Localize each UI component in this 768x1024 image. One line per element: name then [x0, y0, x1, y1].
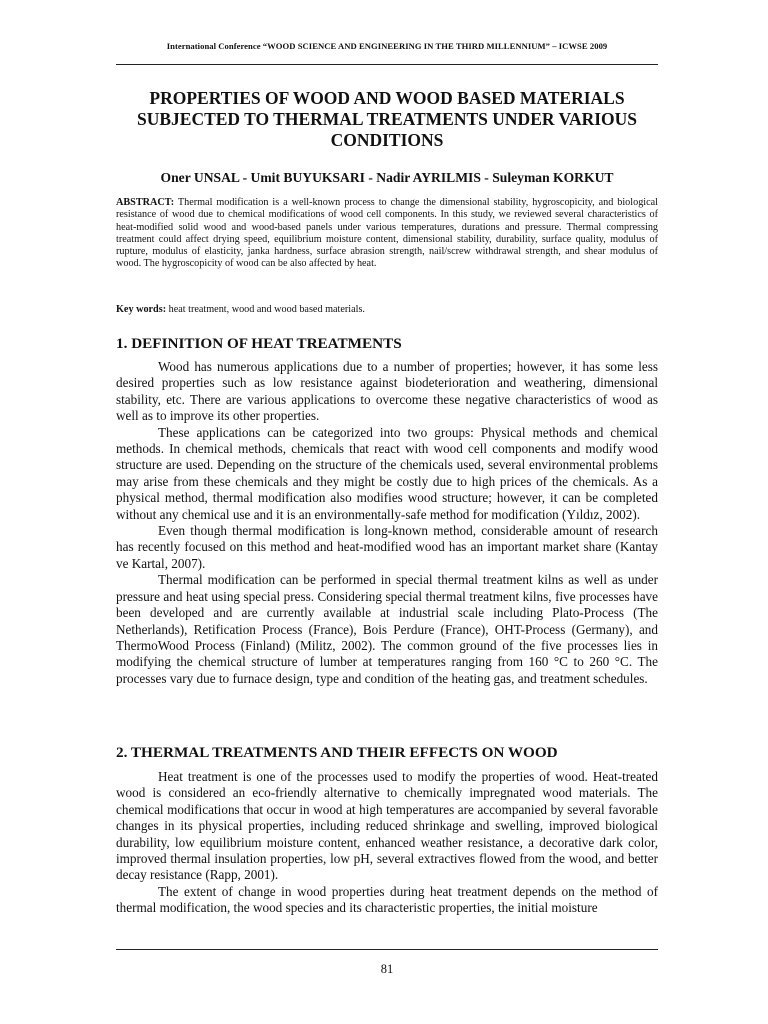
- abstract-label: ABSTRACT:: [116, 197, 175, 208]
- author-list: Oner UNSAL - Umit BUYUKSARI - Nadir AYRILMIS - Suleyman KORKUT: [160, 170, 614, 185]
- abstract: [116, 197, 658, 271]
- paper-title: PROPERTIES OF WOOD AND WOOD BASED MATERIALS SUBJECTED TO THERMAL TREATMENTS UNDER VARIOUS CONDITIONS: [136, 88, 638, 150]
- paragraph: Heat treatment is one of the processes used to modify the properties of wood. Heat-treated wood is considered an eco-friendly alternative to chemically impregnated wood materials. The chemical modifications that occur in wood at high temperatures are accompanied by several favorable changes in its physical properties, including reduced shrinkage and swelling, improved biological durability, low equilibrium moisture content, enhanced weather resistance, a decorative dark color, improved thermal insulation properties, low pH, several extractives flowed from the wood, and better decay resistance (Rapp, 2001).: [116, 769, 658, 883]
- keywords-text: heat treatment, wood and wood based materials.: [168, 304, 365, 315]
- keywords: [116, 304, 658, 315]
- paragraph: Thermal modification can be performed in special thermal treatment kilns as well as under pressure and heat using special press. Considering special thermal treatment kilns, five processes have been developed and are currently available at industrial scale including Plato-Process (The Netherlands), Retification Process (France), Bois Perdure (France), OHT-Process (Germany), and ThermoWood Process (Finland) (Militz, 2002). The common ground of the five processes lies in modifying the chemical structure of lumber at temperatures ranging from 160 °C to 260 °C. The processes vary due to furnace design, type and condition of the heating gas, and treatment schedules.: [116, 572, 658, 686]
- keywords-label: Key words:: [116, 304, 167, 315]
- running-head: International Conference “WOOD SCIENCE AND ENGINEERING IN THE THIRD MILLENNIUM” – ICWSE 2009: [166, 41, 608, 51]
- section-heading: 2. THERMAL TREATMENTS AND THEIR EFFECTS ON WOOD: [116, 744, 558, 761]
- footer-divider: [116, 949, 658, 950]
- paragraph: Wood has numerous applications due to a number of properties; however, it has some less desired properties such as low resistance against biodeterioration and weathering, dimensional stability, etc. There are various applications to overcome these negative characteristics of wood as well as to improve its other properties.: [116, 359, 658, 424]
- section-body: [116, 769, 658, 917]
- paragraph: Even though thermal modification is long-known method, considerable amount of research has recently focused on this method and heat-modified wood has an important market share (Kantay ve Kartal, 2007).: [116, 523, 658, 571]
- header-divider: [116, 64, 658, 65]
- page-number: 81: [380, 962, 394, 976]
- section-heading: 1. DEFINITION OF HEAT TREATMENTS: [116, 335, 402, 352]
- abstract-text: Thermal modification is a well-known process to change the dimensional stability, hygroscopicity, and biological resistance of wood due to chemical modifications of wood cell components. In this study, we reviewed several characteristics of heat-modified solid wood and wood-based panels under various temperatures, durations and pressure. Thermal compressing treatment could affect drying speed, equilibrium moisture content, dimensional stability, durability, surface quality, modulus of rupture, modulus of elasticity, janka hardness, surface abrasion strength, nail/screw withdrawal strength, and shear modulus of wood. The hygroscopicity of wood can be also affected by heat.: [116, 197, 658, 270]
- paragraph: These applications can be categorized into two groups: Physical methods and chemical methods. In chemical methods, chemicals that react with wood cell components and modify wood structure are used. Depending on the structure of the chemicals used, several environmental problems may arise from these chemicals and they might be costly due to high prices of the chemicals. As a physical method, thermal modification also modifies wood structure; however, it can be completed without any chemical use and it is an environmentally-safe method for modification (Yıldız, 2002).: [116, 424, 658, 522]
- section-body: [116, 359, 658, 687]
- paragraph: The extent of change in wood properties during heat treatment depends on the method of thermal modification, the wood species and its characteristic properties, the initial moisture: [116, 883, 658, 916]
